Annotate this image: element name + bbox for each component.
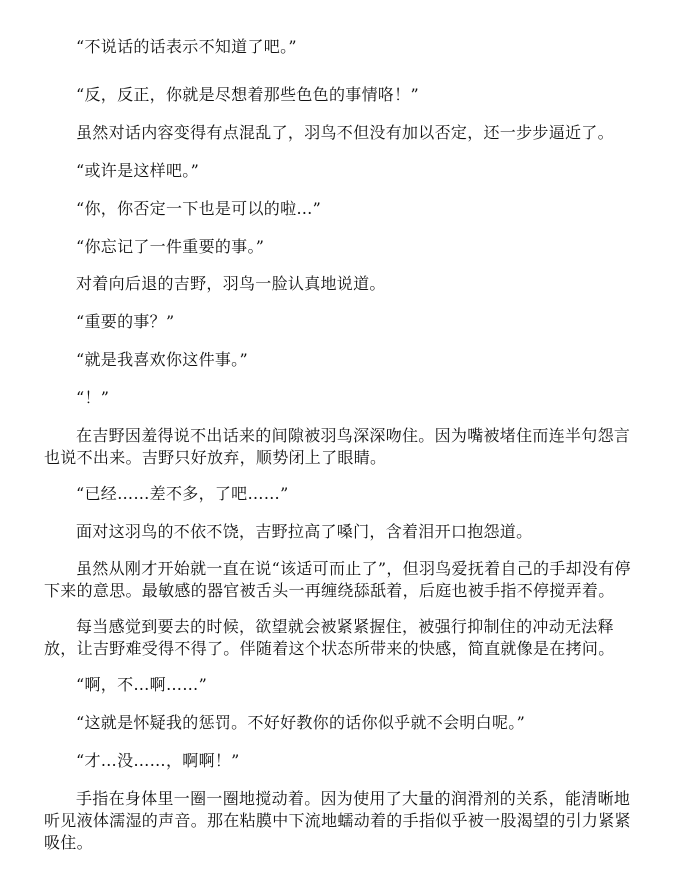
paragraph-10: “！” [76,388,110,407]
paragraph-16: “啊，不…啊……” [76,675,208,694]
paragraph-19: 手指在身体里一圈一圈地搅动着。因为使用了大量的润滑剂的关系，能清晰地听见液体濡湿的声音。那在粘膜中下流地蠕动着的手指似乎被一股渴望的引力紧紧吸住。 [44,789,631,852]
paragraph-12: “已经……差不多，了吧……” [76,484,289,503]
paragraph-6: “你忘记了一件重要的事。” [76,237,265,256]
paragraph-18: “才…没……，啊啊！” [76,751,240,770]
paragraph-2: “反，反正，你就是尽想着那些色色的事情咯！” [76,85,419,104]
paragraph-3: 虽然对话内容变得有点混乱了，羽鸟不但没有加以否定，还一步步逼近了。 [76,123,614,142]
paragraph-13: 面对这羽鸟的不依不饶，吉野拉高了嗓门，含着泪开口抱怨道。 [76,522,533,541]
paragraph-14: 虽然从刚才开始就一直在说“该适可而止了”，但羽鸟爱抚着自己的手却没有停下来的意思。最敏感的器官被舌头一再缠绕舔舐着，后庭也被手指不停搅弄着。 [44,559,631,600]
paragraph-8: “重要的事？” [76,312,175,331]
paragraph-5: “你，你否定一下也是可以的啦…” [76,199,322,218]
paragraph-1: “不说话的话表示不知道了吧。” [76,37,297,56]
paragraph-9: “就是我喜欢你这件事。” [76,350,248,369]
paragraph-7: 对着向后退的吉野，羽鸟一脸认真地说道。 [76,274,386,293]
paragraph-4: “或许是这样吧。” [76,161,200,180]
paragraph-15: 每当感觉到要去的时候，欲望就会被紧紧握住，被强行抑制住的冲动无法释放，让吉野难受得不得了。伴随着这个状态所带来的快感，简直就像是在拷问。 [44,617,615,658]
paragraph-17: “这就是怀疑我的惩罚。不好好教你的话你似乎就不会明白呢。” [76,713,526,732]
paragraph-11: 在吉野因羞得说不出话来的间隙被羽鸟深深吻住。因为嘴被堵住而连半句怨言也说不出来。吉野只好放弃，顺势闭上了眼睛。 [44,426,631,467]
